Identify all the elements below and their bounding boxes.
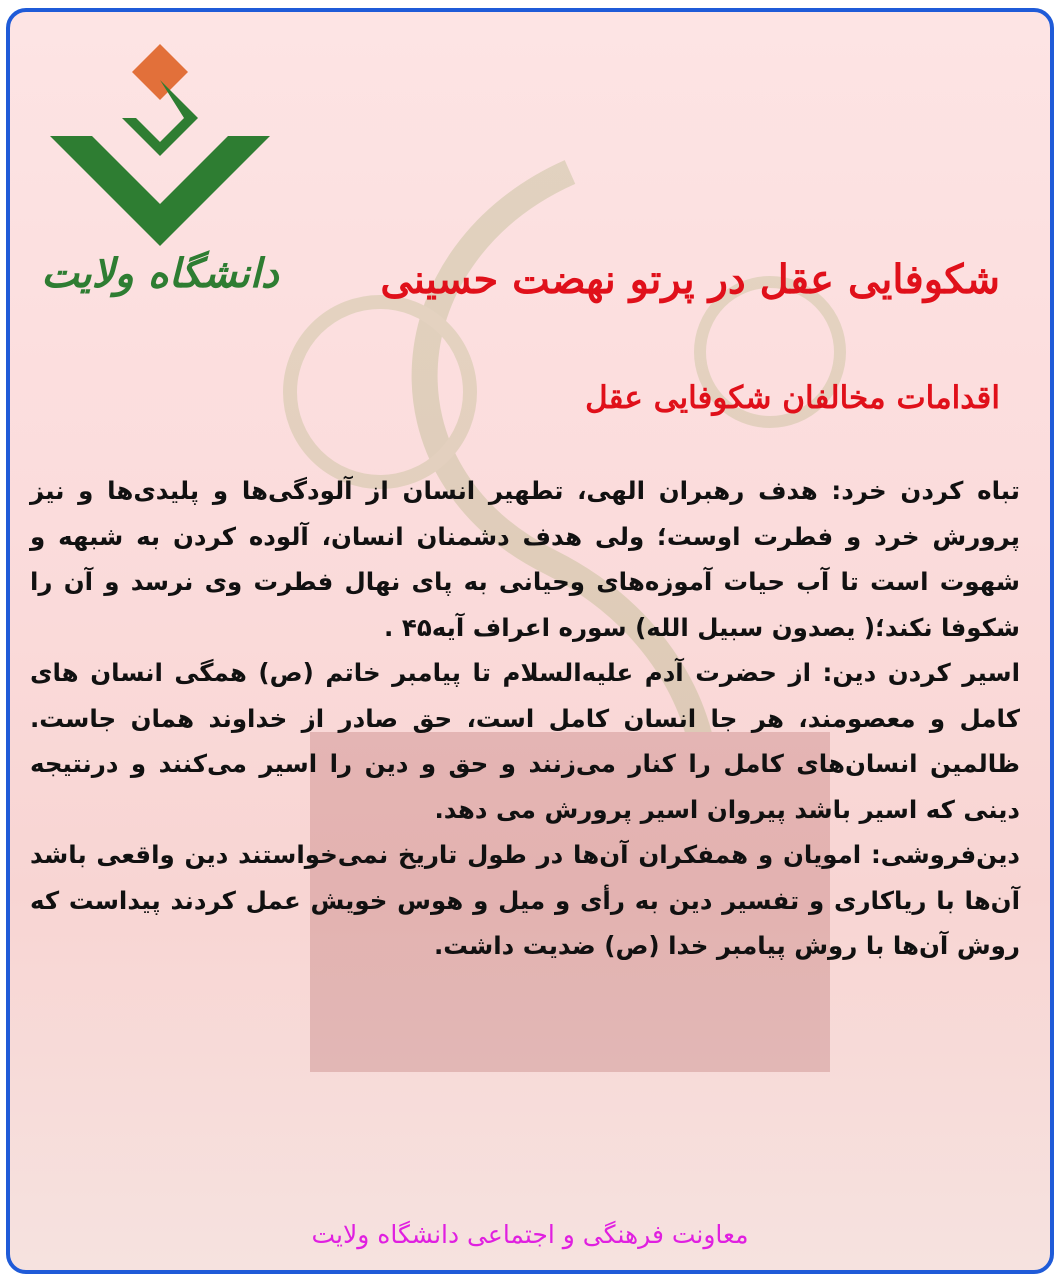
article-body: [30, 468, 1020, 969]
paragraph-destroying-wisdom: تباه کردن خرد: هدف رهبران الهی، تطهیر انسان از آلودگی‌ها و پلیدی‌ها و نیز پرورش خرد و فطرت اوست؛ ولی هدف دشمنان انسان، آلوده کردن به شبهه و شهوت است تا آب حیات آموزه‌های وحیانی به پای نهال فطرت وی نرسد و آن را شکوفا نکند؛( یصدون سبیل الله) سوره اعراف آیه۴۵ .: [30, 476, 1020, 642]
section-subtitle: اقدامات مخالفان شکوفایی عقل: [585, 380, 1000, 416]
poster-frame: [6, 8, 1054, 1274]
paragraph-selling-religion: دین‌فروشی: امویان و همفکران آن‌ها در طول تاریخ نمی‌خواستند دین واقعی باشد آن‌ها با ریاکاری و تفسیر دین به رأی و میل و هوس خویش عمل کردند پیداست که روش آن‌ها با روش پیامبر خدا (ص) ضدیت داشت.: [30, 840, 1020, 960]
page-title: شکوفایی عقل در پرتو نهضت حسینی: [380, 256, 1000, 303]
paragraph-captivating-religion: اسیر کردن دین: از حضرت آدم علیه‌السلام تا پیامبر خاتم (ص) همگی انسان های کامل و معصومند، هر جا انسان کامل است، حق صادر از خداوند همان جاست. ظالمین انسان‌های کامل را کنار می‌زنند و حق و دین را اسیر می‌کنند و درنتیجه دینی که اسیر باشد پیروان اسیر پرورش می دهد.: [30, 658, 1020, 824]
university-logo-text: دانشگاه ولایت: [41, 250, 279, 297]
footer-credit: معاونت فرهنگی و اجتماعی دانشگاه ولایت: [311, 1220, 749, 1249]
logo-orange-diamond: [132, 44, 188, 100]
